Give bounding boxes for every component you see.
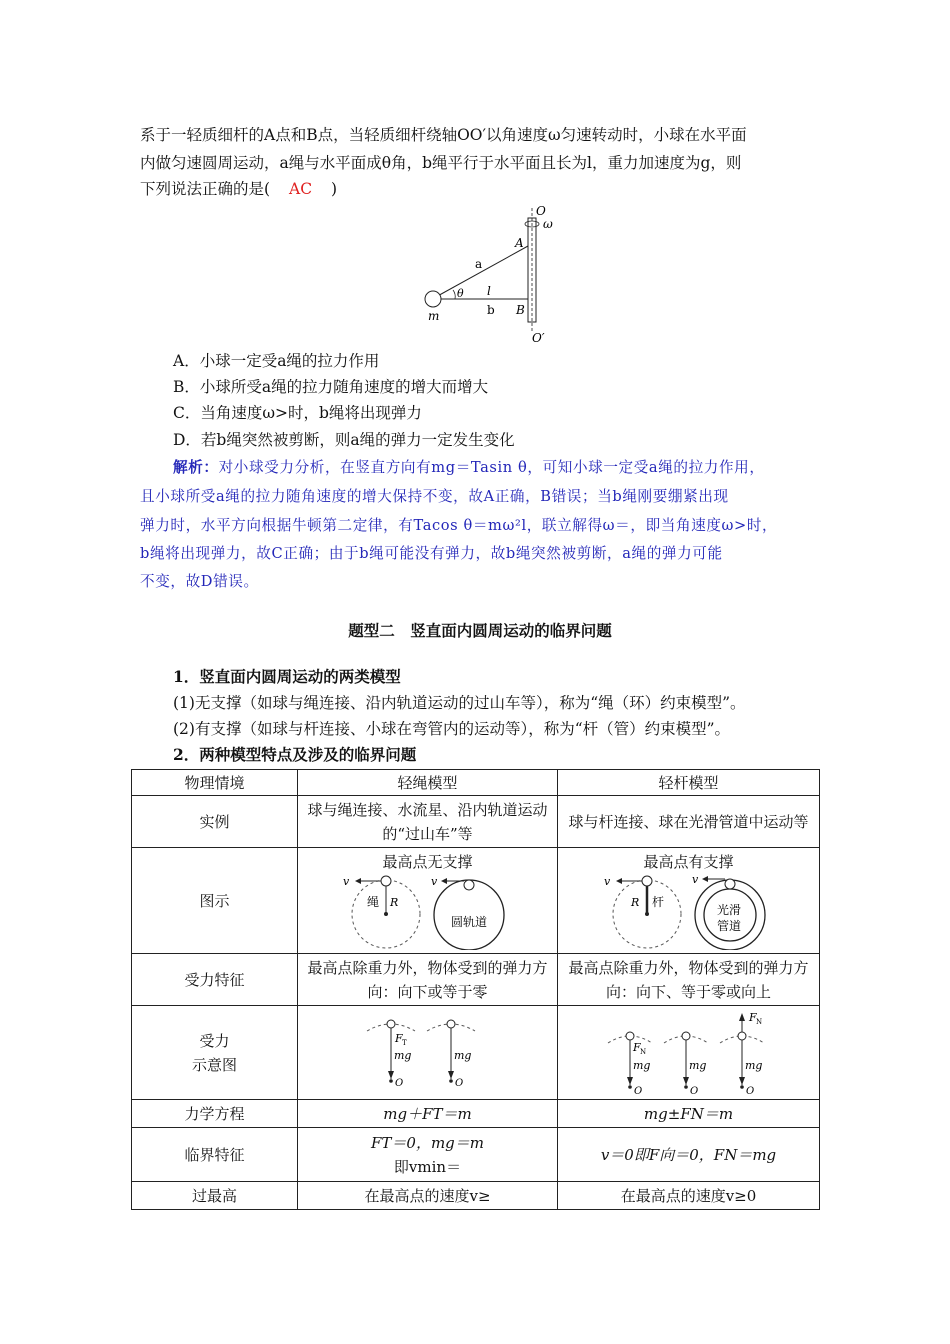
- explanation-line-2: 且小球所受a绳的拉力随角速度的增大保持不变，故A正确，B错误；当b绳刚要绷紧出现: [140, 488, 729, 505]
- section-title: 题型二 竖直面内圆周运动的临界问题: [348, 621, 612, 640]
- top-label: 过最高: [132, 1182, 298, 1210]
- explanation-text: 对小球受力分析，在竖直方向有mg＝Tasin θ，可知小球一定受a绳的拉力作用，: [218, 459, 765, 476]
- rod-force-mg2: mg: [688, 1058, 706, 1072]
- equation-rod: mg±FN＝m: [558, 1100, 820, 1128]
- label-theta: θ: [457, 287, 464, 300]
- label-l: l: [487, 284, 491, 298]
- examples-rope: 球与绳连接、水流星、沿内轨道运动的“过山车”等: [298, 796, 558, 848]
- header-rope-model: 轻绳模型: [298, 770, 558, 796]
- model-comparison-table: [131, 769, 820, 1210]
- rope-force-FT-sub: T: [401, 1038, 407, 1047]
- subsection-2-heading: 2．两种模型特点及涉及的临界问题: [173, 745, 417, 764]
- label-O-prime: O′: [532, 331, 545, 344]
- table-header-row: [132, 770, 820, 796]
- critical-rod: v＝0即F向＝0，FN＝mg: [558, 1128, 820, 1182]
- answer-text: AC: [289, 180, 313, 198]
- rope-fig-rope: 绳: [366, 895, 379, 909]
- header-rod-model: 轻杆模型: [558, 770, 820, 796]
- rod-fig-rod: 杆: [651, 895, 664, 909]
- diagram-rod-caption: 最高点有支撑: [643, 853, 734, 871]
- examples-rod: 球与杆连接、球在光滑管道中运动等: [558, 796, 820, 848]
- examples-label: 实例: [132, 796, 298, 848]
- table-row-top: [132, 1182, 820, 1210]
- subsection-1-heading: 1．竖直面内圆周运动的两类模型: [173, 667, 401, 686]
- top-rope: 在最高点的速度v≥: [298, 1182, 558, 1210]
- rod-fig-tube2: 管道: [716, 919, 741, 933]
- rope-force-mg: mg: [393, 1048, 411, 1062]
- table-row-diagram: [132, 848, 820, 954]
- option-c: C．当角速度ω>时，b绳将出现弹力: [173, 404, 422, 422]
- question-prompt: 下列说法正确的是(: [140, 180, 271, 198]
- label-b: b: [487, 303, 495, 317]
- rod-force-FN: F: [632, 1040, 641, 1054]
- critical-rope-line-2: 即vmin＝: [393, 1157, 462, 1176]
- rope-fig-v: v: [342, 875, 349, 888]
- rope-fig-v2: v: [430, 875, 437, 888]
- force-diagram-label-1: 受力: [199, 1031, 230, 1050]
- rope-force-mg2: mg: [453, 1048, 471, 1062]
- rod-fig-v: v: [603, 875, 610, 888]
- option-b: B．小球所受a绳的拉力随角速度的增大而增大: [173, 378, 489, 396]
- header-scenario: 物理情境: [132, 770, 298, 796]
- critical-label: 临界特征: [132, 1128, 298, 1182]
- rod-force-mg: mg: [632, 1058, 650, 1072]
- rope-force-FT: F: [394, 1031, 403, 1045]
- subsection-1-item-1: (1)无支撑（如球与绳连接、沿内轨道运动的过山车等），称为“绳（环）约束模型”。: [173, 694, 746, 712]
- rope-force-diagram: [363, 1015, 493, 1091]
- rod-force-mg3: mg: [744, 1058, 762, 1072]
- force-rope: 最高点除重力外，物体受到的弹力方向：向下或等于零: [298, 954, 558, 1006]
- explanation-line-3: 弹力时，水平方向根据牛顿第二定律，有Tacos θ＝mω²l，联立解得ω＝，即当角速度ω>时，: [140, 517, 778, 534]
- rope-model-diagram: [343, 874, 513, 950]
- force-diagram-rope-cell: [298, 1006, 558, 1100]
- critical-rope-line-1: FT＝0，mg＝m: [370, 1133, 484, 1152]
- explanation-line-5: 不变，故D错误。: [140, 573, 259, 590]
- explanation-line-4: b绳将出现弹力，故C正确；由于b绳可能没有弹力，故b绳突然被剪断，a绳的弹力可能: [140, 545, 723, 562]
- rod-force-O: O: [633, 1085, 642, 1097]
- table-row-force: [132, 954, 820, 1006]
- force-diagram-rod-cell: [558, 1006, 820, 1100]
- rope-force-O: O: [394, 1077, 403, 1089]
- label-a: a: [475, 257, 483, 271]
- explanation-label: 解析：: [173, 459, 219, 476]
- table-row-force-diagram: [132, 1006, 820, 1100]
- diagram-rope-caption: 最高点无支撑: [382, 853, 473, 871]
- question-line-1: 系于一轻质细杆的A点和B点，当轻质细杆绕轴OO′以角速度ω匀速转动时，小球在水平面: [140, 126, 747, 144]
- rope-force-O2: O: [454, 1077, 463, 1089]
- equation-label: 力学方程: [132, 1100, 298, 1128]
- diagram-label: 图示: [132, 848, 298, 954]
- diagram-rod-cell: [558, 848, 820, 954]
- rotating-rod-figure: [415, 202, 565, 344]
- label-omega: ω: [543, 217, 553, 231]
- force-rod: 最高点除重力外，物体受到的弹力方向：向下、等于零或向上: [558, 954, 820, 1006]
- rod-force-FN-sub: N: [639, 1047, 646, 1056]
- question-prompt-end: ): [331, 180, 338, 198]
- table-row-critical: [132, 1128, 820, 1182]
- subsection-1-item-2: (2)有支撑（如球与杆连接、小球在弯管内的运动等），称为“杆（管）约束模型”。: [173, 720, 731, 738]
- explanation-line-1: [173, 453, 823, 482]
- critical-rope: [298, 1128, 558, 1182]
- rod-fig-tube1: 光滑: [716, 903, 741, 917]
- label-B: B: [516, 303, 525, 317]
- diagram-rope-cell: [298, 848, 558, 954]
- rod-fig-R: R: [630, 896, 639, 909]
- rod-force-O3: O: [745, 1085, 754, 1097]
- equation-rope: mg＋FT＝m: [298, 1100, 558, 1128]
- label-O: O: [536, 204, 546, 218]
- rod-force-O2: O: [689, 1085, 698, 1097]
- rod-force-FN-up: F: [748, 1010, 757, 1024]
- table-row-equation: [132, 1100, 820, 1128]
- option-d: D．若b绳突然被剪断，则a绳的弹力一定发生变化: [173, 431, 515, 449]
- rope-fig-R: R: [389, 896, 398, 909]
- force-diagram-label: [132, 1006, 298, 1100]
- option-a: A．小球一定受a绳的拉力作用: [173, 352, 380, 370]
- force-label: 受力特征: [132, 954, 298, 1006]
- force-diagram-label-2: 示意图: [191, 1055, 237, 1074]
- table-row-examples: [132, 796, 820, 848]
- rod-force-FN-up-sub: N: [755, 1017, 762, 1026]
- question-line-2: 内做匀速圆周运动，a绳与水平面成θ角，b绳平行于水平面且长为l，重力加速度为g，则: [140, 154, 742, 172]
- rod-fig-v2: v: [691, 874, 698, 886]
- question-line-3: [140, 176, 820, 202]
- label-A: A: [515, 236, 524, 250]
- rope-fig-track: 圆轨道: [450, 915, 487, 929]
- rod-model-diagram: [604, 874, 774, 950]
- top-rod: 在最高点的速度v≥0: [558, 1182, 820, 1210]
- rod-force-diagram: [604, 1009, 774, 1097]
- label-m: m: [428, 309, 440, 323]
